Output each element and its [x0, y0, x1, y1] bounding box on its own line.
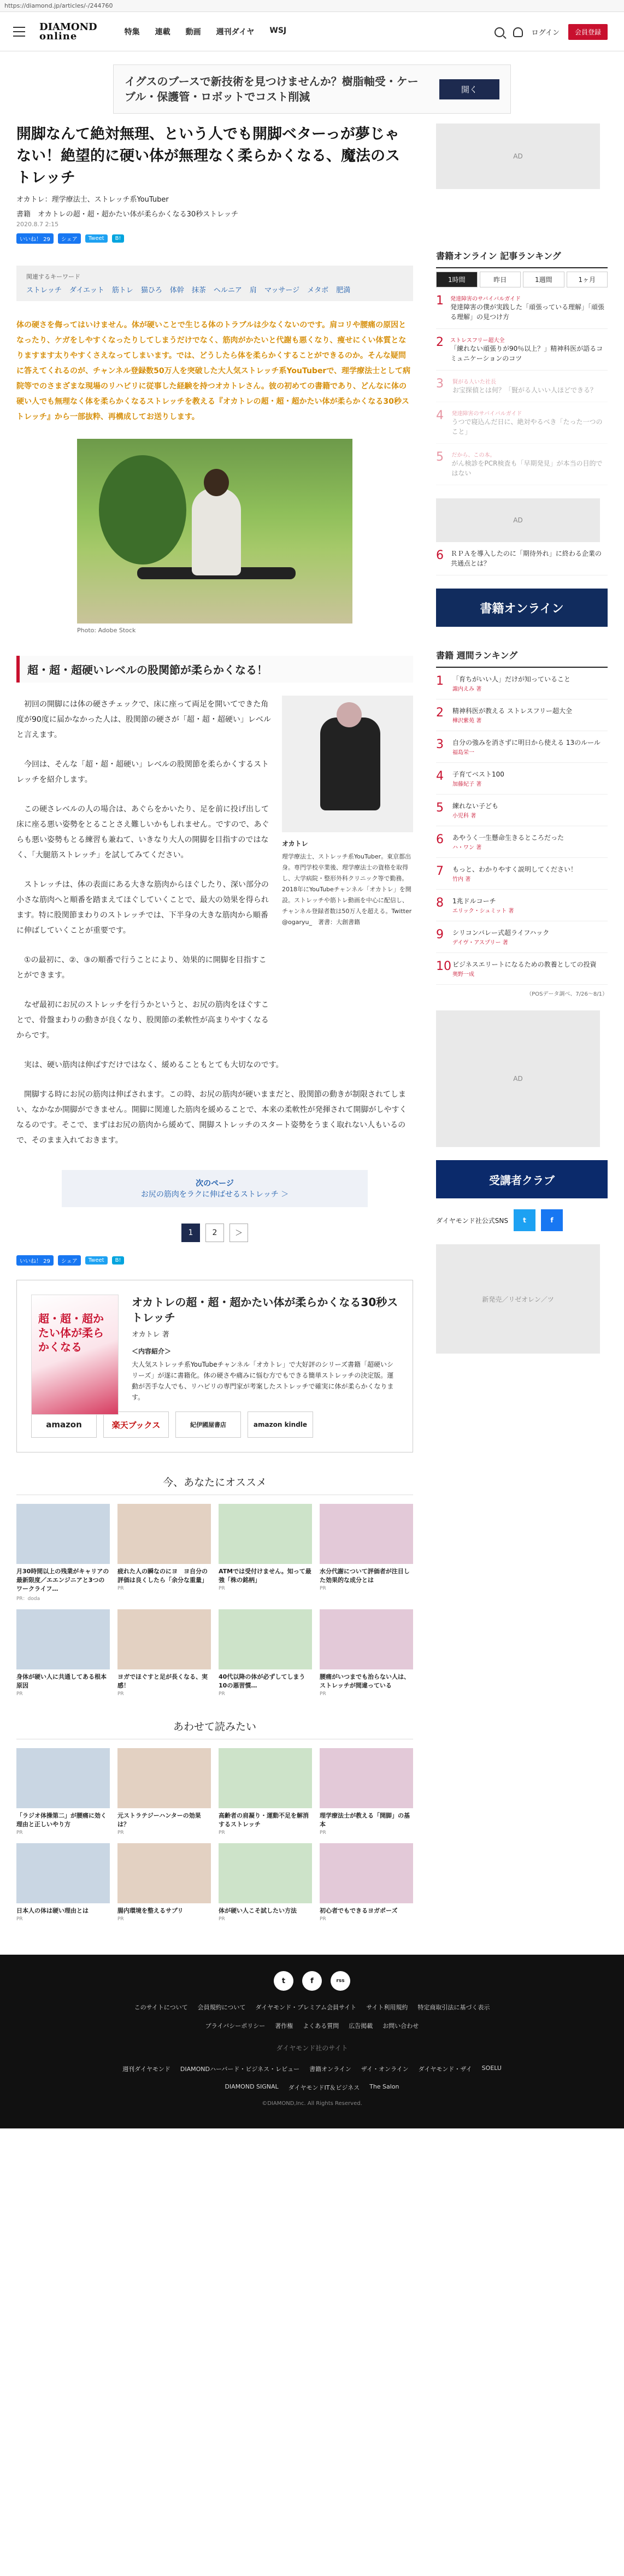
card-thumbnail [117, 1843, 211, 1903]
footer-link[interactable]: 著作権 [275, 2022, 293, 2030]
card-source: PR [219, 1691, 225, 1697]
card-thumbnail [16, 1609, 110, 1669]
card-item[interactable] [117, 1748, 211, 1836]
facebook-like-button[interactable]: いいね！ 29 [16, 233, 54, 244]
card-source: PR [219, 1916, 225, 1922]
footer-sites [0, 2065, 624, 2092]
share-bar-bottom [16, 1255, 413, 1266]
weekly-author: 諏内えみ 著 [452, 686, 482, 692]
weekly-title: あやうく一生懸命生きるところだった [452, 834, 564, 842]
weekly-item[interactable] [436, 953, 608, 985]
facebook-like-button[interactable]: いいね！ 29 [16, 1255, 54, 1266]
sidebar-ad-top[interactable]: AD [436, 123, 600, 189]
card-source: PR [16, 1916, 23, 1922]
card-source: PR [320, 1691, 326, 1697]
keyword-link[interactable]: ストレッチ [26, 286, 62, 295]
card-title: 身体が硬い人に共通してある根本原因 [16, 1673, 107, 1689]
footer-link[interactable]: 特定商取引法に基づく表示 [417, 2004, 490, 2011]
url-bar[interactable]: https://diamond.jp/articles/-/244760 [0, 0, 624, 12]
card-thumbnail [117, 1609, 211, 1669]
site-header [0, 12, 624, 51]
card-item[interactable] [320, 1609, 413, 1697]
article-lead: 体の硬さを侮ってはいけません。体が硬いことで生じる体のトラブルは少なくないのです。肩コリや腰痛の原因となったり、ケガをしやすくなったりしてしまうだけでなく、筋肉がかたいと代謝も悪くなり、痩せにくい体質となりますます太りやすくさえなってしまいます。では、どうしたら体を柔らかくすることができるのか。そんな疑問に答えてくれるのが、チャンネル登録数50万人を突破した大人気ストレッチ系YouTuberで、理学療法士として病院等でのさまざまな現場のリハビリに従事した経験を持つオカトレさん。彼の初めての書籍であり、どんなに体の硬い人でも無理なく体を柔らかくなるストレッチを教える『オカトレの超・超・超かたい体が柔らかくなる30秒ストレッチ』から一部抜粋、再構成してお送りします。 [16, 321, 411, 421]
site-logo[interactable] [39, 22, 97, 41]
footer-link[interactable]: 会員規約について [197, 2004, 246, 2011]
article-author[interactable]: オカトレ：理学療法士、ストレッチ系YouTuber [16, 196, 169, 204]
keyword-link[interactable]: 猫ひろ [140, 286, 162, 295]
header-actions [495, 24, 608, 40]
weekly-author: ハ・ワン 著 [452, 845, 482, 851]
weekly-author: デイヴ・アスプリー 著 [452, 940, 508, 946]
card-title: ATMでは受付けません。知って最強「株の銘柄」 [219, 1568, 311, 1584]
kindle-button[interactable]: amazon kindle [248, 1411, 313, 1438]
ranking-item[interactable]: 6 ＲＰＡを導入したのに「期待外れ」に終わる企業の共通点とは？ [436, 542, 608, 575]
pagination [16, 1224, 413, 1242]
weekly-author: 樺沢紫苑 著 [452, 718, 482, 724]
weekly-number: 6 [436, 833, 444, 846]
weekly-author: 奥野一成 [452, 972, 475, 978]
card-title: 高齢者の肩凝り・運動不足を解消するストレッチ [219, 1812, 309, 1828]
next-page-arrow[interactable]: ＞ [229, 1224, 248, 1242]
also-read-title: あわせて読みたい [16, 1719, 413, 1739]
card-title: 「ラジオ体操第二」が腰痛に効く理由と正しいやり方 [16, 1812, 107, 1828]
footer-link[interactable]: 広告掲載 [349, 2022, 373, 2030]
footer-site-link[interactable]: 週刊ダイヤモンド [122, 2066, 170, 2073]
tab-month[interactable]: 1ヶ月 [567, 272, 608, 287]
weekly-item[interactable] [436, 921, 608, 953]
nav-item[interactable]: 動画 [185, 27, 201, 37]
weekly-author: エリック・シュミット 著 [452, 908, 514, 914]
sidebar-ad-mid[interactable]: AD [436, 498, 600, 542]
card-source: PR [219, 1830, 225, 1836]
weekly-title: 自分の強みを消さずに明日から使える 13のルール [452, 739, 601, 746]
card-item[interactable] [320, 1843, 413, 1922]
ad-open-button[interactable]: 開く [439, 79, 499, 99]
ranking-item[interactable] [436, 329, 608, 370]
card-thumbnail [16, 1843, 110, 1903]
paragraph: 開脚する時にお尻の筋肉は伸ばされます。この時、お尻の筋肉が硬いままだと、股関節の動きが制限されてしまい、なかなか開脚ができません。開脚に関連した筋肉を緩めることで、本来の柔軟性が発揮されて開脚がしやすくなるのです。そこで、まずはお尻の筋肉から緩めて、開脚ストレッチのスタート姿勢をうまく取れない人もいるので、そのまま入れておきます。 [16, 1090, 407, 1145]
facebook-share-button[interactable]: シェア [58, 233, 81, 244]
weekly-item[interactable] [436, 699, 608, 731]
ranking-category: 賢がる人いた社長 [452, 379, 497, 385]
card-title: ヨガでほぐすと足が長くなる、実感！ [117, 1673, 208, 1689]
weekly-title: シリコンバレー式超ライフハック [452, 929, 550, 937]
global-nav [125, 26, 286, 37]
ranking-number: 4 [436, 409, 444, 422]
main-column [16, 123, 419, 1922]
book-cover[interactable]: 超・超・超かたい体が柔らかくなる [31, 1295, 119, 1415]
card-source: PR [117, 1691, 124, 1697]
card-source: PR [117, 1830, 124, 1836]
ranking-text: うつで寝込んだ日に、絶対やるべき「たった一つのこと」 [451, 418, 603, 436]
weekly-number: 1 [436, 674, 444, 688]
sidebar-ad-book[interactable]: AD [436, 1010, 600, 1147]
card-item[interactable] [117, 1843, 211, 1922]
ranking-item[interactable] [436, 444, 608, 485]
card-item[interactable] [320, 1748, 413, 1836]
weekly-item[interactable] [436, 668, 608, 699]
weekly-number: 5 [436, 801, 444, 815]
weekly-number: 7 [436, 864, 444, 878]
card-thumbnail [117, 1504, 211, 1564]
paragraph: ストレッチは、体の表面にある大きな筋肉からほぐしたり、深い部分の小さな筋肉へと順番を踏まえてほぐしていくことで、最大の効果を得られます。特に股関節まわりのストレッチでは、下半身の大きな筋肉から順番に伸ばしていくことが重要です。 [16, 880, 269, 935]
weekly-title: 精神科医が教える ストレスフリー超大全 [452, 707, 573, 715]
weekly-number: 8 [436, 896, 444, 910]
tab-1hour[interactable]: 1時間 [436, 272, 478, 287]
rss-icon[interactable]: rss [331, 1971, 350, 1991]
weekly-number: 10 [436, 960, 452, 973]
tab-yesterday[interactable]: 昨日 [480, 272, 521, 287]
card-title: 腰痛がいつまでも治らない人は、ストレッチが間違っている [320, 1673, 410, 1689]
weekly-number: 2 [436, 706, 444, 720]
site-footer [0, 1955, 624, 2128]
weekly-item[interactable] [436, 731, 608, 763]
article-photo [77, 439, 352, 624]
nav-item[interactable]: WSJ [269, 26, 287, 35]
tweet-button[interactable]: Tweet [85, 234, 108, 243]
card-title: 初心者でもできるヨガポーズ [320, 1907, 398, 1914]
footer-site-link[interactable]: ダイヤモンド・ザイ [418, 2066, 472, 2073]
keyword-link[interactable]: 抹茶 [191, 286, 206, 295]
profile-name: オカトレ [282, 840, 308, 848]
card-thumbnail [320, 1504, 413, 1564]
footer-site-link[interactable]: ザイ・オンライン [361, 2066, 409, 2073]
book-title[interactable]: オカトレの超・超・超かたい体が柔らかくなる30秒ストレッチ [132, 1296, 398, 1324]
ranking-category: 発達障害のサバイバルガイド [451, 411, 522, 417]
weekly-author: 小児科 著 [452, 813, 476, 819]
footer-site-link[interactable]: ダイヤモンドIT＆ビジネス [288, 2084, 360, 2091]
ranking-text: お宝探偵とは何？「賢がる人いい人ほどできる？ [452, 386, 597, 394]
card-item[interactable] [219, 1748, 312, 1836]
author-photo [282, 696, 413, 832]
footer-site-link[interactable]: The Salon [369, 2083, 399, 2090]
keyword-link[interactable]: ヘルニア [213, 286, 242, 295]
card-source: PR [16, 1691, 23, 1697]
ad-text: イグスのブースで新技術を見つけませんか？樹脂軸受・ケーブル・保護管・ロボットでコスト削減 [125, 75, 419, 103]
weekly-item[interactable] [436, 890, 608, 921]
paragraph: なぜ最初にお尻のストレッチを行うかというと、お尻の筋肉をほぐすことで、骨盤まわりの動きが良くなり、股関節の柔軟性が高まりやすくなるからです。 [16, 1001, 269, 1040]
footer-link[interactable]: プライバシーポリシー [205, 2022, 266, 2030]
rakuten-button[interactable]: 楽天ブックス [103, 1411, 169, 1438]
hatena-button[interactable]: B! [112, 234, 125, 243]
card-item[interactable] [16, 1843, 110, 1922]
share-bar [16, 233, 413, 244]
card-source: PR [320, 1830, 326, 1836]
ranking-title: 書籍オンライン 記事ランキング [436, 244, 608, 268]
article-body [16, 683, 413, 1043]
keyword-link[interactable]: 筋トレ [111, 286, 133, 295]
keyword-link[interactable]: メタボ [307, 286, 329, 295]
paragraph: 今回は、そんな「超・超・超硬い」レベルの股関節を柔らかくするストレッチを紹介します。 [16, 760, 269, 784]
weekly-number: 9 [436, 928, 444, 942]
nav-item[interactable]: 週刊ダイヤ [216, 27, 255, 37]
paragraph: 実は、硬い筋肉は伸ばすだけではなく、緩めることもとても大切なのです。 [24, 1061, 284, 1069]
article-date: 2020.8.7 2:15 [16, 221, 59, 228]
logo-line2: online [39, 30, 78, 42]
book-section: ＜内容紹介＞ [132, 1348, 172, 1355]
tweet-button[interactable]: Tweet [85, 1256, 108, 1265]
footer-link[interactable]: お問い合わせ [382, 2022, 419, 2030]
card-title: 元ストラテジーハンターの効果は？ [117, 1812, 201, 1828]
tab-week[interactable]: 1週間 [523, 272, 564, 287]
also-read-grid [16, 1748, 413, 1922]
sidebar-ad-bottom[interactable]: 新発売／リゼオレン／ツ [436, 1244, 600, 1354]
card-thumbnail [117, 1748, 211, 1808]
keyword-link[interactable]: ダイエット [69, 286, 104, 295]
club-banner[interactable]: 受講者クラブ [436, 1160, 608, 1198]
card-title: 月30時間以上の残業がキャリアの最新限度／エエンジニアと3つのワークライフ… [16, 1568, 109, 1592]
weekly-number: 3 [436, 738, 444, 751]
footer-links [0, 2003, 624, 2030]
card-source: PR [320, 1916, 326, 1922]
ranking-text: がん検診をPCR検査も「早期発見」が本当の目的ではない [451, 460, 603, 477]
weekly-title: ビジネスエリートになるための教養としての投資 [452, 961, 597, 968]
facebook-icon[interactable]: f [541, 1209, 563, 1231]
weekly-title: 子育てベスト100 [452, 771, 504, 778]
ranking-item[interactable] [436, 402, 608, 444]
card-source: PR：doda [16, 1596, 40, 1602]
footer-social [0, 1971, 624, 1991]
card-thumbnail [16, 1748, 110, 1808]
keyword-box [16, 266, 413, 301]
card-title: 体が硬い人こそ試したい方法 [219, 1907, 297, 1914]
nav-item[interactable]: 連載 [155, 27, 170, 37]
card-source: PR [117, 1586, 124, 1591]
footer-link[interactable]: このサイトについて [134, 2004, 188, 2011]
login-link[interactable]: ログイン [531, 29, 560, 37]
weekly-number: 4 [436, 769, 444, 783]
recommend-grid [16, 1504, 413, 1697]
keyword-link[interactable]: 肥満 [336, 286, 351, 295]
card-thumbnail [320, 1843, 413, 1903]
weekly-item[interactable] [436, 858, 608, 890]
card-thumbnail [16, 1504, 110, 1564]
card-item[interactable] [16, 1504, 110, 1602]
page-1[interactable]: 1 [181, 1224, 200, 1242]
card-thumbnail [219, 1843, 312, 1903]
weekly-author: 竹内 著 [452, 877, 471, 883]
ranking-tabs [436, 272, 608, 287]
register-button[interactable]: 会員登録 [568, 24, 608, 40]
weekly-title: もっと、わかりやすく説明してください！ [452, 866, 578, 873]
ranking-text: 発達障害の僕が実践した「頑張っている理解」「頑張る理解」の見つけ方 [450, 303, 605, 321]
ranking-number: 1 [436, 294, 444, 308]
card-thumbnail [320, 1609, 413, 1669]
card-source: PR [117, 1916, 124, 1922]
card-item[interactable] [16, 1748, 110, 1836]
card-item[interactable] [219, 1609, 312, 1697]
card-title: 水分代謝について評価者が注目した効果的な成分とは [320, 1568, 410, 1584]
ranking-number: 3 [436, 377, 444, 391]
weekly-title: 練れない子ども [452, 802, 499, 810]
next-page-text: お尻の筋肉をラクに伸ばせるストレッチ ＞ [140, 1190, 289, 1199]
twitter-icon[interactable]: t [274, 1971, 293, 1991]
card-item[interactable] [320, 1504, 413, 1602]
weekly-ranking-title: 書籍 週間ランキング [436, 643, 608, 668]
shoseki-online-banner[interactable]: 書籍オンライン [436, 589, 608, 627]
next-page-label: 次のページ [196, 1179, 234, 1188]
keyword-link[interactable]: 体幹 [169, 286, 184, 295]
logo-line1: DIAMOND [39, 21, 97, 33]
card-item[interactable] [219, 1843, 312, 1922]
card-thumbnail [320, 1748, 413, 1808]
amazon-button[interactable]: amazon [31, 1411, 97, 1438]
book-author: オカトレ 著 [132, 1331, 169, 1339]
keyword-link[interactable]: 肩 [249, 286, 257, 295]
hatena-button[interactable]: B! [112, 1256, 125, 1265]
card-source: PR [320, 1586, 326, 1591]
official-sns [436, 1209, 608, 1231]
ranking-number: 2 [436, 336, 444, 349]
card-item[interactable] [117, 1609, 211, 1697]
card-source: PR [16, 1830, 23, 1836]
footer-link[interactable]: ダイヤモンド・プレミアム会員サイト [255, 2004, 357, 2011]
ranking-number: 5 [436, 450, 444, 464]
card-item[interactable] [117, 1504, 211, 1602]
keyword-title: 関連するキーワード [26, 273, 80, 280]
follow-label: ダイヤモンド社公式SNS [436, 1216, 509, 1225]
weekly-title: 「育ちがいい人」だけが知っていること [452, 675, 571, 683]
article-title: 開脚なんて絶対無理、という人でも開脚ベターっが夢じゃない！絶望的に硬い体が無理なく柔らかくなる、魔法のストレッチ [16, 126, 400, 186]
ranking-item[interactable] [436, 370, 608, 402]
book-promo [16, 1280, 413, 1452]
card-title: 疲れた人の瞬なのにヨ ヨ自分の評価は良くしたら「余分な重量」 [117, 1568, 208, 1584]
paragraph: ①の最初に、②、③の順番で行うことにより、効果的に開脚を目指すことができます。 [16, 956, 267, 980]
footer-site-link[interactable]: DIAMONDハーバード・ビジネス・レビュー [180, 2066, 300, 2073]
card-source: PR [219, 1586, 225, 1591]
weekly-ranking-list [436, 668, 608, 985]
ranking-item[interactable] [436, 287, 608, 329]
card-thumbnail [219, 1609, 312, 1669]
top-ad-banner[interactable] [113, 64, 511, 114]
footer-link[interactable]: よくある質問 [303, 2022, 339, 2030]
copyright: ©DIAMOND,Inc. All Rights Reserved. [262, 2101, 362, 2107]
twitter-icon[interactable]: t [514, 1209, 535, 1231]
ranking-category: ストレスフリー超大全 [450, 338, 505, 344]
section-heading: 超・超・超硬いレベルの股関節が柔らかくなる！ [16, 656, 413, 683]
ranking-category: だから、この本。 [451, 452, 496, 458]
paragraph: 初回の開脚には体の硬さチェックで、床に座って両足を開いてできた角度が90度に届かなかった人は、股関節の硬さが「超・超・超硬い」レベルと言えます。 [16, 700, 271, 739]
ranking-category: 発達障害のサバイバルガイド [450, 296, 521, 302]
hamburger-menu-icon[interactable] [13, 27, 25, 37]
article-series[interactable]: 書籍 オカトレの超・超・超かたい体が柔らかくなる30秒ストレッチ [16, 210, 239, 219]
weekly-author: 加藤紀子 著 [452, 781, 482, 787]
ranking-text: 「練れない頑張りが90％以上？」精神科医が語るコミュニケーションのコツ [450, 345, 603, 362]
card-title: 理学療法士が教える「開脚」の基本 [320, 1812, 410, 1828]
weekly-item[interactable] [436, 763, 608, 795]
footer-site-link[interactable]: SOELU [481, 2065, 502, 2072]
card-title: 腸内環境を整えるサプリ [117, 1907, 184, 1914]
pos-note: （POSデータ調べ、7/26〜8/1） [526, 991, 608, 997]
facebook-share-button[interactable]: シェア [58, 1255, 81, 1266]
card-title: 日本人の体は硬い理由とは [16, 1907, 89, 1914]
weekly-item[interactable] [436, 795, 608, 826]
weekly-title: 1兆ドルコーチ [452, 897, 496, 905]
recommend-title: 今、あなたにオススメ [16, 1474, 413, 1495]
next-page-link[interactable] [62, 1170, 368, 1207]
card-thumbnail [219, 1504, 312, 1564]
footer-sites-title: ダイヤモンド社のサイト [276, 2044, 348, 2052]
card-thumbnail [219, 1748, 312, 1808]
kinokuniya-button[interactable]: 紀伊國屋書店 [175, 1411, 241, 1438]
page-2[interactable]: 2 [205, 1224, 224, 1242]
card-item[interactable] [219, 1504, 312, 1602]
facebook-icon[interactable]: f [302, 1971, 322, 1991]
card-title: 40代以降の体が必ずしてしまう10の悪習慣… [219, 1673, 305, 1689]
paragraph: この硬さレベルの人の場合は、あぐらをかいたり、足を前に投げ出して床に座る悪い姿勢をとることさえ難しいかもしれません。ですので、あぐらも悪い姿勢もとる練習も兼ねて、いきなり大人の開脚を目指すのではなく、「大腿筋ストレッチ」を試してみてください。 [16, 805, 269, 860]
shop-links [31, 1411, 398, 1438]
book-desc: 大人気ストレッチ系YouTubeチャンネル「オカトレ」で大好評のシリーズ書籍「超硬いシリーズ」が遂に書籍化。体の硬さや痛みに悩む方でもできる簡単ストレッチの決定版。運動が苦手な人でも、リハビリの専門家が考案したストレッチで確実に体が柔らかくなります。 [132, 1361, 394, 1401]
author-profile [282, 696, 413, 1043]
weekly-item[interactable] [436, 826, 608, 858]
profile-text: 理学療法士、ストレッチ系YouTuber。東京都出身。専門学校卒業後、理学療法士の資格を取得し、大学病院・整形外科クリニック等で勤務。2018年にYouTubeチャンネル「オカトレ」を開設。ストレッチや筋トレ動画を中心に配信し、チャンネル登録者数は50万人を超える。Twitter @ogaryu_ 著書：大創書籍 [282, 853, 412, 926]
user-icon[interactable] [513, 27, 523, 37]
ranking-list [436, 287, 608, 485]
sidebar [436, 123, 608, 1922]
footer-site-link[interactable]: 書籍オンライン [309, 2066, 351, 2073]
nav-item[interactable]: 特集 [124, 27, 140, 37]
keyword-link[interactable]: マッサージ [264, 286, 300, 295]
footer-link[interactable]: サイト利用規約 [366, 2004, 408, 2011]
photo-caption: Photo: Adobe Stock [77, 627, 136, 634]
footer-site-link[interactable]: DIAMOND SIGNAL [225, 2083, 279, 2090]
card-item[interactable] [16, 1609, 110, 1697]
weekly-author: 福島栄一 [452, 750, 475, 756]
keyword-list [26, 284, 403, 295]
search-icon[interactable] [495, 27, 504, 37]
